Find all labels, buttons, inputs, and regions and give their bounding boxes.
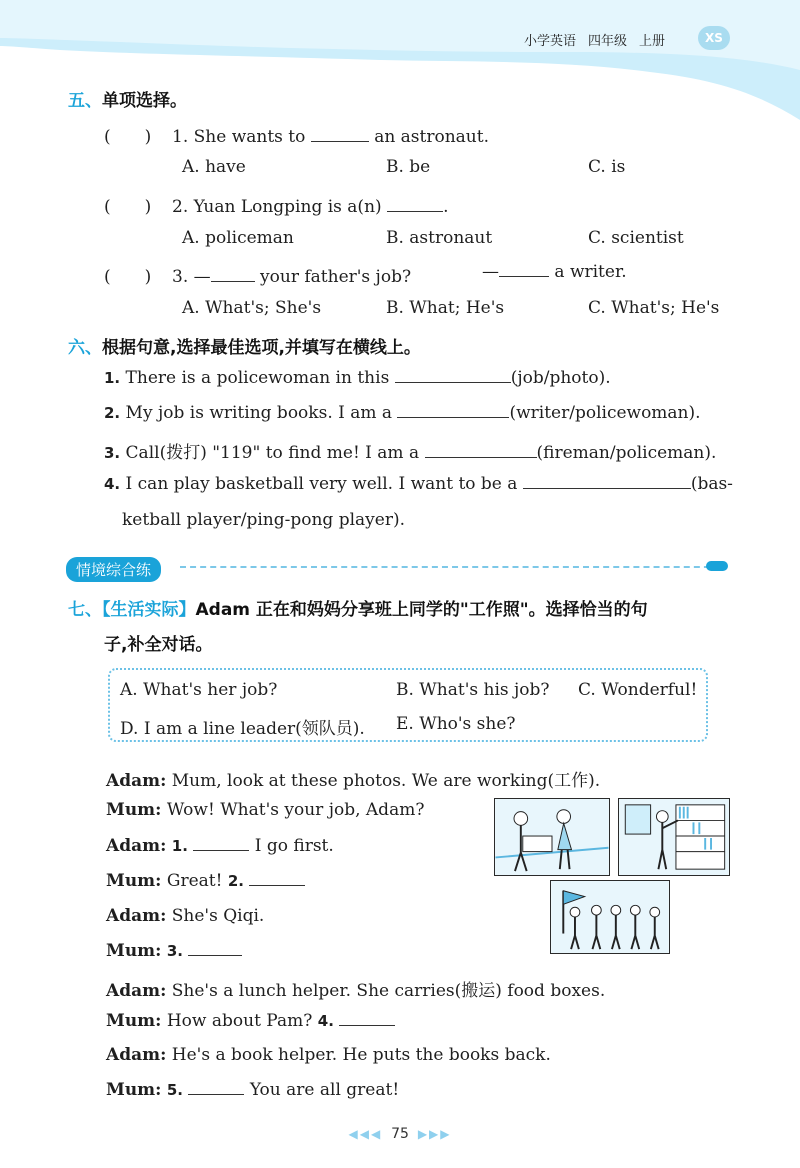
dialogue-line-5: [106, 906, 264, 926]
q3-stem-b: your father's job?: [260, 267, 412, 287]
speaker: Mum:: [106, 871, 162, 891]
speaker: Mum:: [106, 800, 162, 820]
section5-title: [68, 86, 187, 111]
s6-item-4-text-a: I can play basketball very well. I want to be a: [125, 474, 518, 494]
photo-line-leader: [550, 880, 670, 954]
s6-item-1-num: 1.: [104, 369, 121, 387]
section7-tag: 【生活实际】: [102, 600, 196, 620]
photo-book-helper: [618, 798, 730, 876]
section7-title-b: 子,补全对话。: [104, 635, 213, 655]
q1-num: 1.: [172, 127, 189, 147]
s6-item-4: [104, 474, 733, 494]
s6-item-1-blank[interactable]: [395, 369, 511, 383]
s6-item-3-text-b: (fireman/policeman).: [536, 443, 717, 463]
s6-item-3: [104, 438, 716, 463]
s6-item-4-num: 4.: [104, 475, 121, 493]
s6-item-1-text-a: There is a policewoman in this: [125, 368, 390, 388]
speaker: Adam:: [106, 1045, 167, 1065]
q2-num: 2.: [172, 197, 189, 217]
s6-item-2-blank[interactable]: [397, 404, 509, 418]
dialogue-line-9: [106, 1045, 551, 1065]
q3-stem-c: —: [482, 262, 499, 282]
blank-num: 5.: [166, 1081, 183, 1099]
xs-badge: XS: [698, 26, 730, 50]
speaker: Mum:: [106, 1011, 162, 1031]
header-grade: 四年级: [588, 34, 628, 49]
choice-d[interactable]: D. I am a line leader(领队员).: [120, 719, 365, 739]
photo-lunch-helpers: [494, 798, 610, 876]
dialogue-text: Mum, look at these photos. We are working(工作).: [171, 771, 601, 791]
header-meta: [524, 30, 665, 49]
section5-num: 五、: [68, 91, 102, 111]
dialogue-blank-4[interactable]: [339, 1012, 395, 1026]
dialogue-text: You are all great!: [249, 1080, 400, 1100]
dialogue-text: He's a book helper. He puts the books back.: [171, 1045, 551, 1065]
dialogue-line-4: [106, 871, 305, 891]
dialogue-line-3: [106, 836, 334, 856]
q2-paren[interactable]: ( ): [104, 197, 152, 217]
choice-a[interactable]: A. What's her job?: [120, 680, 278, 700]
q1-option-a[interactable]: A. have: [182, 157, 246, 177]
dialogue-blank-1[interactable]: [193, 837, 249, 851]
s6-item-2-text-b: (writer/policewoman).: [509, 403, 701, 423]
page-number: 75: [391, 1126, 409, 1142]
dialogue-text: She's Qiqi.: [171, 906, 265, 926]
section6-title: [68, 333, 421, 358]
s6-item-3-blank[interactable]: [425, 444, 537, 458]
section6-num: 六、: [68, 338, 102, 358]
section7-num: 七、: [68, 600, 102, 620]
speaker: Mum:: [106, 1080, 162, 1100]
q3-num: 3.: [172, 267, 189, 287]
banner-pen-icon: [706, 561, 728, 571]
dialogue-text: I go first.: [254, 836, 334, 856]
q2-stem: [104, 192, 448, 217]
speaker: Mum:: [106, 941, 162, 961]
q3-option-b[interactable]: B. What; He's: [386, 298, 505, 318]
dialogue-text: Great!: [166, 871, 223, 891]
q3-option-a[interactable]: A. What's; She's: [182, 298, 322, 318]
choice-b[interactable]: B. What's his job?: [396, 680, 550, 700]
speaker: Adam:: [106, 981, 167, 1001]
s6-item-4-cont: ketball player/ping-pong player).: [122, 510, 405, 530]
q1-blank[interactable]: [311, 128, 369, 142]
q2-option-a[interactable]: A. policeman: [182, 228, 294, 248]
dialogue-line-6: [106, 941, 242, 961]
q1-stem-b: an astronaut.: [374, 127, 489, 147]
q3-paren[interactable]: ( ): [104, 267, 152, 287]
page-footer: [0, 1126, 800, 1142]
s6-item-3-num: 3.: [104, 444, 121, 462]
q1-stem: [104, 122, 489, 147]
dialogue-line-7: [106, 976, 605, 1001]
blank-num: 2.: [227, 872, 244, 890]
s6-item-4-text-b: (bas-: [690, 474, 733, 494]
q2-blank[interactable]: [387, 198, 443, 212]
banner: [66, 557, 161, 582]
choice-e[interactable]: E. Who's she?: [396, 714, 516, 734]
dialogue-line-1: [106, 766, 600, 791]
s6-item-1-text-b: (job/photo).: [510, 368, 611, 388]
q3-blank-1[interactable]: [211, 268, 255, 282]
q1-option-c[interactable]: C. is: [588, 157, 626, 177]
q2-option-b[interactable]: B. astronaut: [386, 228, 493, 248]
q1-paren[interactable]: ( ): [104, 127, 152, 147]
header-subject: 小学英语: [524, 34, 577, 49]
q3-stem-d: a writer.: [554, 262, 627, 282]
speaker: Adam:: [106, 836, 167, 856]
left-arrows-icon: ◀◀◀: [348, 1127, 383, 1141]
section6-title-text: 根据句意,选择最佳选项,并填写在横线上。: [102, 338, 421, 358]
s6-item-4-blank[interactable]: [523, 475, 691, 489]
speaker: Adam:: [106, 906, 167, 926]
right-arrows-icon: ▶▶▶: [417, 1127, 452, 1141]
dialogue-line-2: [106, 800, 424, 820]
section7-title: [68, 595, 648, 620]
q3-stem-a: —: [193, 267, 211, 287]
dialogue-text: Wow! What's your job, Adam?: [166, 800, 425, 820]
blank-num: 1.: [171, 837, 188, 855]
blank-num: 4.: [317, 1012, 334, 1030]
header-term: 上册: [639, 34, 666, 49]
s6-item-2-text-a: My job is writing books. I am a: [125, 403, 393, 423]
section5-title-text: 单项选择。: [102, 91, 187, 111]
dialogue-text: She's a lunch helper. She carries(搬运) food boxes.: [171, 981, 606, 1001]
s6-item-1: [104, 368, 611, 388]
banner-label: 情境综合练: [66, 557, 161, 582]
dialogue-line-8: [106, 1011, 395, 1031]
q3-stem-answer: [482, 262, 627, 282]
dialogue-text: How about Pam?: [166, 1011, 313, 1031]
banner-divider: [180, 566, 720, 568]
speaker: Adam:: [106, 771, 167, 791]
s6-item-2-num: 2.: [104, 404, 121, 422]
q2-option-c[interactable]: C. scientist: [588, 228, 684, 248]
blank-num: 3.: [166, 942, 183, 960]
dialogue-blank-5[interactable]: [188, 1081, 244, 1095]
q2-stem-b: .: [443, 197, 449, 217]
q3-option-c[interactable]: C. What's; He's: [588, 298, 720, 318]
q1-stem-a: She wants to: [193, 127, 306, 147]
q3-blank-2[interactable]: [499, 263, 549, 277]
s6-item-2: [104, 403, 701, 423]
choice-c[interactable]: C. Wonderful!: [578, 680, 698, 700]
q1-option-b[interactable]: B. be: [386, 157, 431, 177]
dialogue-blank-2[interactable]: [249, 872, 305, 886]
dialogue-blank-3[interactable]: [188, 942, 242, 956]
s6-item-3-text-a: Call(拨打) "119" to find me! I am a: [125, 443, 420, 463]
section7-title-a: Adam 正在和妈妈分享班上同学的"工作照"。选择恰当的句: [195, 600, 648, 620]
dialogue-line-10: [106, 1080, 399, 1100]
q2-stem-a: Yuan Longping is a(n): [193, 197, 382, 217]
q3-stem: [104, 262, 411, 287]
